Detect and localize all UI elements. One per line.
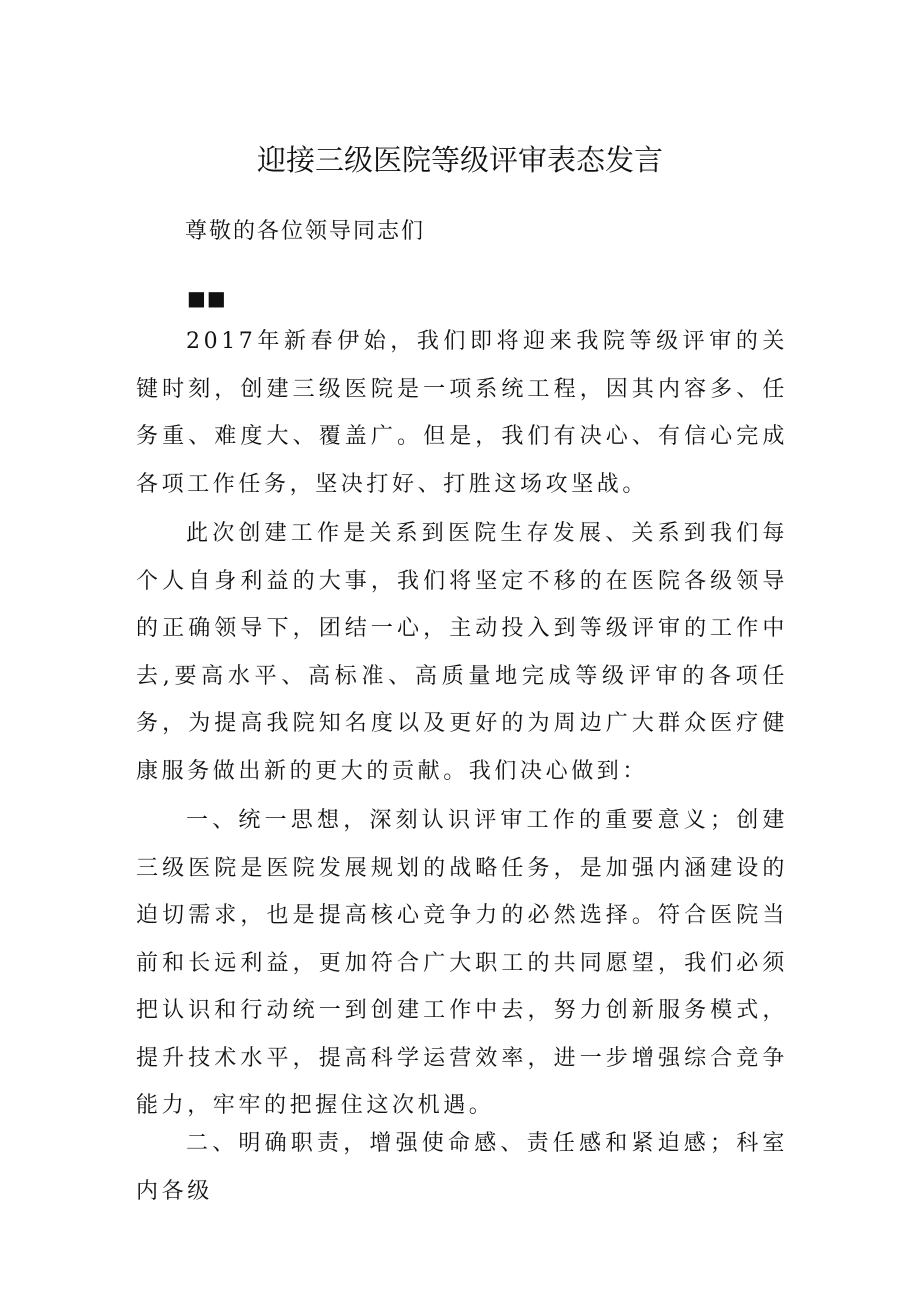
paragraph-commitment: 此次创建工作是关系到医院生存发展、关系到我们每个人自身利益的大事，我们将坚定不移的在医院各级领导的正确领导下，团结一心，主动投入到等级评审的工作中去,要高水平、高标准、高质量地完成等级评审的各项任务，为提高我院知名度以及更好的为周边广大群众医疗健康服务做出新的更大的贡献。我们决心做到：: [136, 521, 788, 784]
paragraph-opening: 2017年新春伊始，我们即将迎来我院等级评审的关键时刻，创建三级医院是一项系统工程，因其内容多、任务重、难度大、覆盖广。但是，我们有决心、有信心完成各项工作任务，坚决打好、打胜这场攻坚战。: [136, 329, 788, 497]
paragraph-point-two: 二、明确职责，增强使命感、责任感和紧迫感；科室内各级: [136, 1131, 788, 1204]
paragraph-point-one: 一、统一思想，深刻认识评审工作的重要意义；创建三级医院是医院发展规划的战略任务，是加强内涵建设的迫切需求，也是提高核心竞争力的必然选择。符合医院当前和长远利益，更加符合广大职工的共同愿望，我们必须把认识和行动统一到创建工作中去，努力创新服务模式，提升技术水平，提高科学运营效率，进一步增强综合竞争能力，牢牢的把握住这次机遇。: [136, 808, 788, 1118]
salutation: 尊敬的各位领导同志们: [185, 219, 426, 244]
document-title: 迎接三级医院等级评审表态发言: [256, 143, 663, 177]
redacted-marker: ■■: [187, 286, 227, 310]
